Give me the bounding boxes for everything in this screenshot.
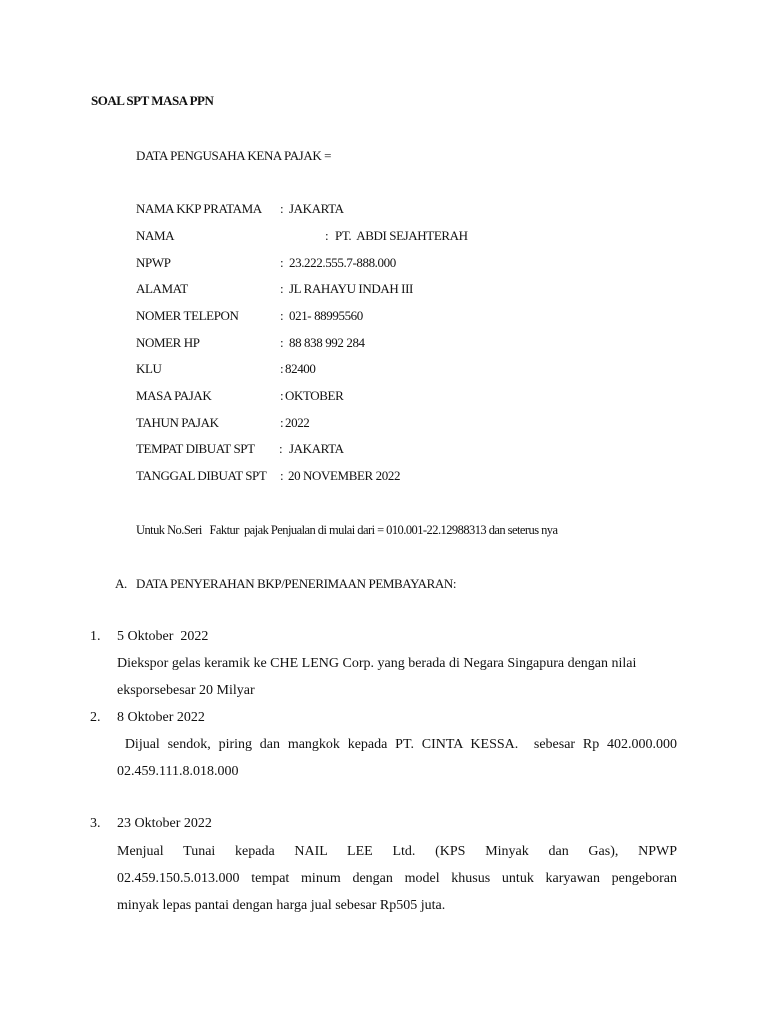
- field-value-npwp: 23.222.555.7-888.000: [289, 255, 396, 270]
- field-label-kkp: NAMA KKP PRATAMA: [136, 201, 262, 216]
- item-line: 02.459.111.8.018.000: [117, 764, 239, 779]
- field-value-tempat-spt: JAKARTA: [289, 441, 344, 456]
- field-sep-hp: :: [280, 335, 284, 350]
- field-sep-alamat: :: [280, 281, 284, 296]
- field-label-tempat-spt: TEMPAT DIBUAT SPT: [136, 441, 255, 456]
- field-value-kkp: JAKARTA: [289, 201, 344, 216]
- field-label-npwp: NPWP: [136, 255, 171, 270]
- item-date: 5 Oktober 2022: [117, 629, 209, 644]
- item-number: 2.: [90, 710, 101, 725]
- item-description: [117, 650, 677, 704]
- item-description: [117, 731, 677, 785]
- invoice-serial-note: Untuk No.Seri Faktur pajak Penjualan di mulai dari = 010.001-22.12988313 dan seterus nya: [136, 523, 558, 537]
- field-label-telepon: NOMER TELEPON: [136, 308, 239, 323]
- field-sep-klu: :: [280, 361, 284, 376]
- field-sep-masa-pajak: :: [280, 388, 284, 403]
- field-value-alamat: JL RAHAYU INDAH III: [289, 281, 413, 296]
- field-sep-telepon: :: [280, 308, 284, 323]
- field-value-masa-pajak: OKTOBER: [285, 388, 344, 403]
- item-line: Dijual sendok, piring dan mangkok kepada PT. CINTA KESSA. sebesar Rp 402.000.000: [117, 737, 678, 752]
- section-marker: A.: [115, 576, 127, 591]
- field-sep-kkp: :: [280, 201, 284, 216]
- field-sep-tempat-spt: :: [279, 441, 283, 456]
- field-sep-nama: :: [325, 228, 329, 243]
- field-value-hp: 88 838 992 284: [289, 335, 365, 350]
- item-line: Diekspor gelas keramik ke CHE LENG Corp. yang berada di Negara Singapura dengan nilai: [117, 656, 637, 671]
- field-label-masa-pajak: MASA PAJAK: [136, 388, 212, 403]
- field-value-tahun-pajak: 2022: [285, 415, 310, 430]
- field-label-alamat: ALAMAT: [136, 281, 188, 296]
- item-line: minyak lepas pantai dengan harga jual sebesar Rp505 juta.: [117, 898, 446, 913]
- item-line: eksporsebesar 20 Milyar: [117, 683, 255, 698]
- item-number: 1.: [90, 629, 101, 644]
- field-value-telepon: 021- 88995560: [289, 308, 363, 323]
- field-sep-npwp: :: [280, 255, 284, 270]
- field-label-tahun-pajak: TAHUN PAJAK: [136, 415, 219, 430]
- document-title: SOAL SPT MASA PPN: [91, 93, 214, 108]
- field-value-klu: 82400: [285, 361, 316, 376]
- field-value-tanggal-spt: 20 NOVEMBER 2022: [288, 468, 401, 483]
- item-line: Menjual Tunai kepada NAIL LEE Ltd. (KPS Minyak dan Gas), NPWP: [117, 844, 677, 859]
- field-sep-tahun-pajak: :: [280, 415, 284, 430]
- item-number: 3.: [90, 816, 101, 831]
- field-label-hp: NOMER HP: [136, 335, 200, 350]
- field-value-nama: PT. ABDI SEJAHTERAH: [335, 228, 468, 243]
- item-description: [117, 838, 677, 919]
- field-label-klu: KLU: [136, 361, 162, 376]
- field-sep-tanggal-spt: :: [280, 468, 284, 483]
- taxpayer-data-heading: DATA PENGUSAHA KENA PAJAK =: [136, 148, 332, 163]
- field-label-nama: NAMA: [136, 228, 175, 243]
- section-heading: DATA PENYERAHAN BKP/PENERIMAAN PEMBAYARAN:: [136, 576, 457, 591]
- field-label-tanggal-spt: TANGGAL DIBUAT SPT: [136, 468, 267, 483]
- item-date: 8 Oktober 2022: [117, 710, 205, 725]
- item-date: 23 Oktober 2022: [117, 816, 212, 831]
- item-line: 02.459.150.5.013.000 tempat minum dengan model khusus untuk karyawan pengeboran: [117, 871, 677, 886]
